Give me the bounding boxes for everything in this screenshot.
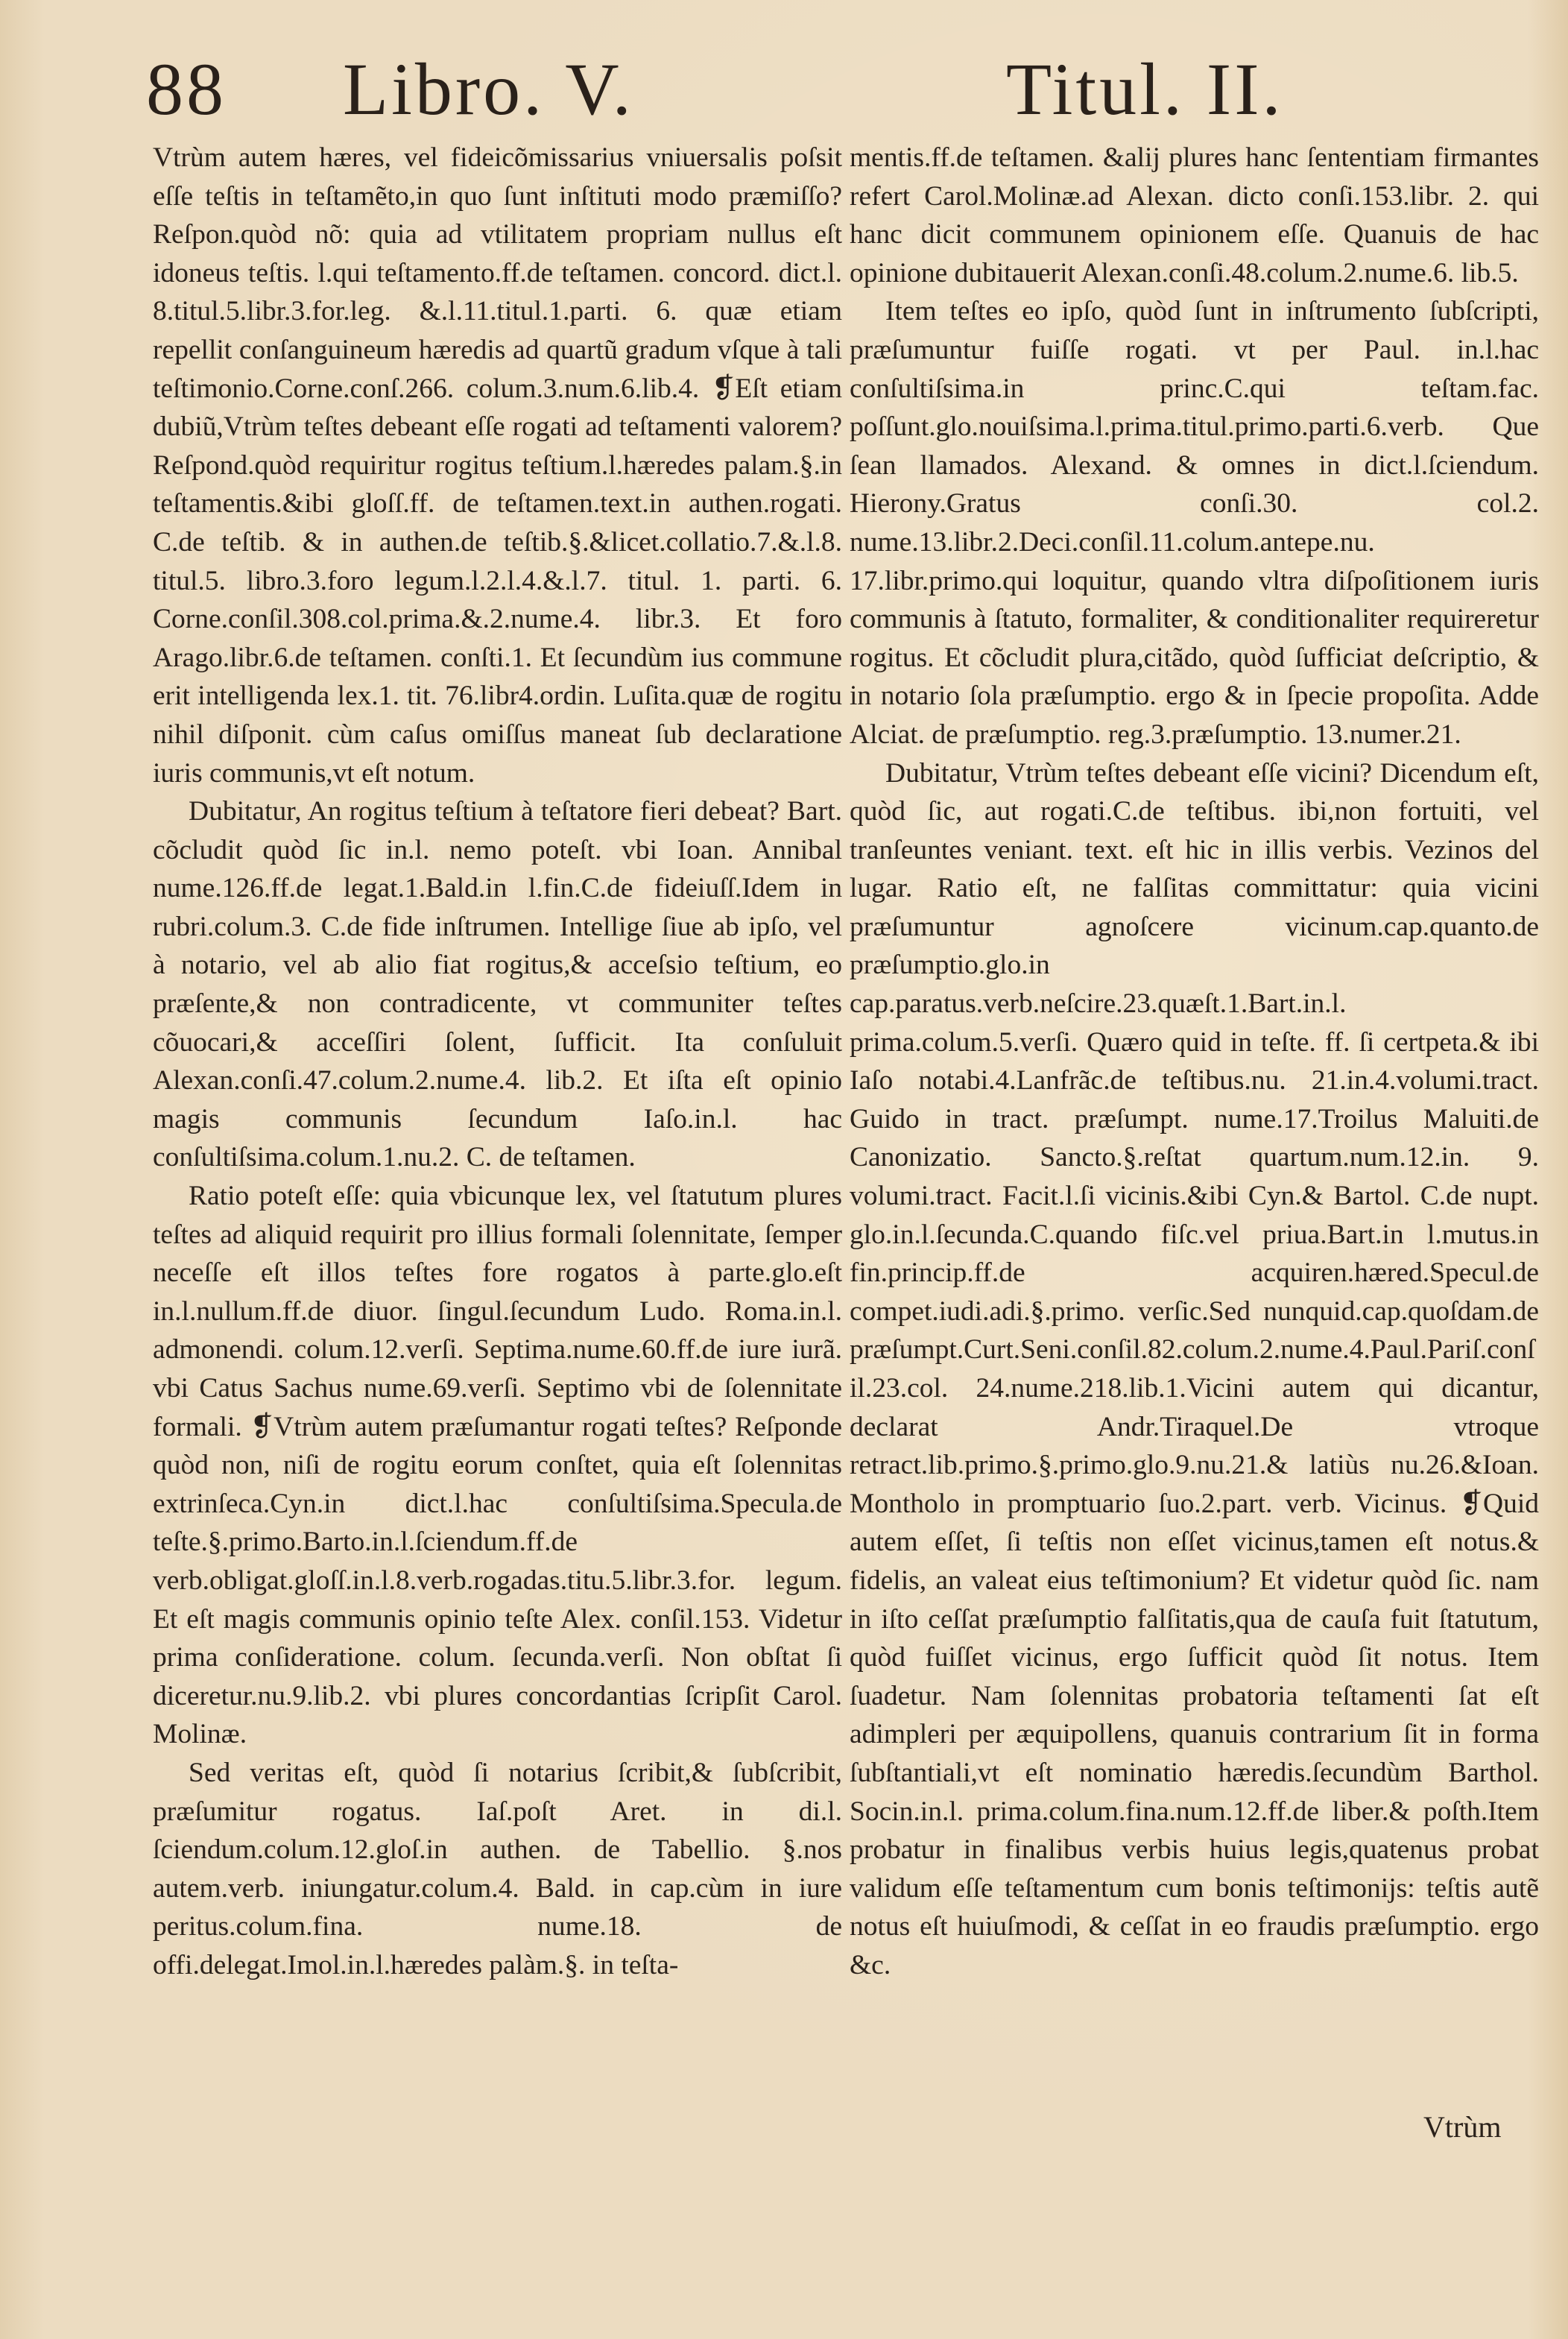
right-column [850, 139, 1539, 2144]
left-paragraph-1: Vtrùm autem hæres, vel fideicõmissarius vniuersalis poſsit eſſe teſtis in teſtamẽto,in quo ſunt inſtituti modo præmiſſo? Reſpon.quòd nõ: quia ad vtilitatem propriam nullus eſt idoneus teſtis. l.qui teſtamento.ff.de teſtamen. concord. dict.l. 8.titul.5.libr.3.for.leg. &.l.11.titul.1.parti. 6. quæ etiam repellit conſanguineum hæredis ad quartũ gradum vſque à tali teſtimonio.Corne.conſ.266. colum.3.num.6.lib.4. ❡Eſt etiam dubiũ,Vtrùm teſtes debeant eſſe rogati ad teſtamenti valorem? Reſpond.quòd requiritur rogitus teſtium.l.hæredes palam.§.in teſtamentis.&ibi gloſſ.ff. de teſtamen.text.in authen.rogati. C.de teſtib. & in authen.de teſtib.§.&licet.collatio.7.&.l.8. titul.5. libro.3.foro legum.l.2.l.4.&.l.7. titul. 1. parti. 6. Corne.conſil.308.col.prima.&.2.nume.4. libr.3. Et foro Arago.libr.6.de teſtamen. conſti.1. Et ſecundùm ius commune erit intelligenda lex.1. tit. 76.libr4.ordin. Luſita.quæ de rogitu nihil diſponit. cùm caſus omiſſus maneat ſub declaratione iuris communis,vt eſt notum. [153, 142, 842, 789]
title-section: Titul. II. [1006, 48, 1284, 130]
left-column [153, 139, 842, 2144]
left-paragraph-4: Sed veritas eſt, quòd ſi notarius ſcribit,& ſubſcribit, præſumitur rogatus. Iaſ.poſt Aret. in di.l. ſciendum.colum.12.gloſ.in authen. de Tabellio. §.nos autem.verb. iniungatur.colum.4. Bald. in cap.cùm in iure peritus.colum.fina. nume.18. de offi.delegat.Imol.in.l.hæredes palàm.§. in teſta- [153, 1757, 842, 1980]
right-paragraph-1: mentis.ff.de teſtamen. &alij plures hanc ſententiam firmantes refert Carol.Molinæ.ad Alexan. dicto conſi.153.libr. 2. qui hanc dicit communem opinionem eſſe. Quanuis de hac opinione dubitauerit Alexan.conſi.48.colum.2.nume.6. lib.5. [850, 142, 1539, 288]
catchword: Vtrùm [1423, 2110, 1502, 2144]
running-title: Libro. V. [343, 48, 634, 130]
left-paragraph-2: Dubitatur, An rogitus teſtium à teſtatore fieri debeat? Bart. cõcludit quòd ſic in.l. nemo poteſt. vbi Ioan. Annibal nume.126.ff.de legat.1.Bald.in l.fin.C.de fideiuſſ.Idem in rubri.colum.3. C.de fide inſtrumen. Intellige ſiue ab ipſo, vel à notario, vel ab alio fiat rogitus,& acceſsio teſtium, eo præſente,& non contradicente, vt communiter teſtes cõuocari,& acceſſiri ſolent, ſufficit. Ita conſuluit Alexan.conſi.47.colum.2.nume.4. lib.2. Et iſta eſt opinio magis communis ſecundum Iaſo.in.l. hac conſultiſsima.colum.1.nu.2. C. de teſtamen. [153, 796, 842, 1173]
page-header [0, 37, 1568, 142]
right-paragraph-3: Dubitatur, Vtrùm teſtes debeant eſſe vicini? Dicendum eſt, quòd ſic, aut rogati.C.de teſtibus. ibi,non fortuiti, vel tranſeuntes veniant. text. eſt hic in illis verbis. Vezinos del lugar. Ratio eſt, ne falſitas committatur: quia vicini præſumuntur agnoſcere vicinum.cap.quanto.de præſumptio.glo.in cap.paratus.verb.neſcire.23.quæſt.1.Bart.in.l. prima.colum.5.verſi. Quæro quid in teſte. ff. ſi certpeta.& ibi Iaſo notabi.4.Lanfrãc.de teſtibus.nu. 21.in.4.volumi.tract. Guido in tract. præſumpt. nume.17.Troilus Maluiti.de Canonizatio. Sancto.§.reſtat quartum.num.12.in. 9. volumi.tract. Facit.l.ſi vicinis.&ibi Cyn.& Bartol. C.de nupt. glo.in.l.ſecunda.C.quando fiſc.vel priua.Bart.in l.mutus.in fin.princip.ff.de acquiren.hæred.Specul.de compet.iudi.adi.§.primo. verſic.Sed nunquid.cap.quoſdam.de præſumpt.Curt.Seni.conſil.82.colum.2.nume.4.Paul.Pariſ.conſil.23.col. 24.nume.218.lib.1.Vicini autem qui dicantur, declarat Andr.Tiraquel.De vtroque retract.lib.primo.§.primo.glo.9.nu.21.& latiùs nu.26.&Ioan. Montholo in promptuario ſuo.2.part. verb. Vicinus. ❡Quid autem eſſet, ſi teſtis non eſſet vicinus,tamen eſt notus.& fidelis, an valeat eius teſtimonium? Et videtur quòd ſic. nam in iſto ceſſat præſumptio falſitatis,qua de cauſa fuit ſtatutum, quòd fuiſſet vicinus, ergo ſufficit quòd ſit notus. Item ſuadetur. Nam ſolennitas probatoria teſtamenti ſat eſt adimpleri per æquipollens, quanuis contrarium ſit in forma ſubſtantiali,vt eſt nominatio hæredis.ſecundùm Barthol. Socin.in.l. prima.colum.fina.num.12.ff.de liber.& poſth.Item probatur in finalibus verbis huius legis,quatenus probat validum eſſe teſtamentum cum bonis teſtimonijs: teſtis autẽ notus eſt huiuſmodi, & ceſſat in eo fraudis præſumptio. ergo &c. [850, 757, 1539, 1980]
right-paragraph-2: Item teſtes eo ipſo, quòd ſunt in inſtrumento ſubſcripti, præſumuntur fuiſſe rogati. vt per Paul. in.l.hac conſultiſsima.in princ.C.qui teſtam.fac. poſſunt.glo.nouiſsima.l.prima.titul.primo.parti.6.verb. Que ſean llamados. Alexand. & omnes in dict.l.ſciendum. Hierony.Gratus conſi.30. col.2. nume.13.libr.2.Deci.conſil.11.colum.antepe.nu. 17.libr.primo.qui loquitur, quando vltra diſpoſitionem iuris communis à ſtatuto, formaliter, & conditionaliter requireretur rogitus. Et cõcludit plura,citãdo, quòd ſufficiat deſcriptio, & in notario ſola præſumptio. ergo & in ſpecie propoſita. Adde Alciat. de præſumptio. reg.3.præſumptio. 13.numer.21. [850, 296, 1539, 750]
left-paragraph-3: Ratio poteſt eſſe: quia vbicunque lex, vel ſtatutum plures teſtes ad aliquid requirit pro illius formali ſolennitate, ſemper neceſſe eſt illos teſtes fore rogatos à parte.glo.eſt in.l.nullum.ff.de diuor. ſingul.ſecundum Ludo. Roma.in.l. admonendi. colum.12.verſi. Septima.nume.60.ff.de iure iurã. vbi Catus Sachus nume.69.verſi. Septimo vbi de ſolennitate formali. ❡Vtrùm autem præſumantur rogati teſtes? Reſponde quòd non, niſi de rogitu eorum conſtet, quia eſt ſolennitas extrinſeca.Cyn.in dict.l.hac conſultiſsima.Specula.de teſte.§.primo.Barto.in.l.ſciendum.ff.de verb.obligat.gloſſ.in.l.8.verb.rogadas.titu.5.libr.3.for. legum. Et eſt magis communis opinio teſte Alex. conſil.153. Videtur prima conſideratione. colum. ſecunda.verſi. Non obſtat ſi diceretur.nu.9.lib.2. vbi plures concordantias ſcripſit Carol. Molinæ. [153, 1181, 842, 1750]
page-number: 88 [146, 48, 227, 130]
